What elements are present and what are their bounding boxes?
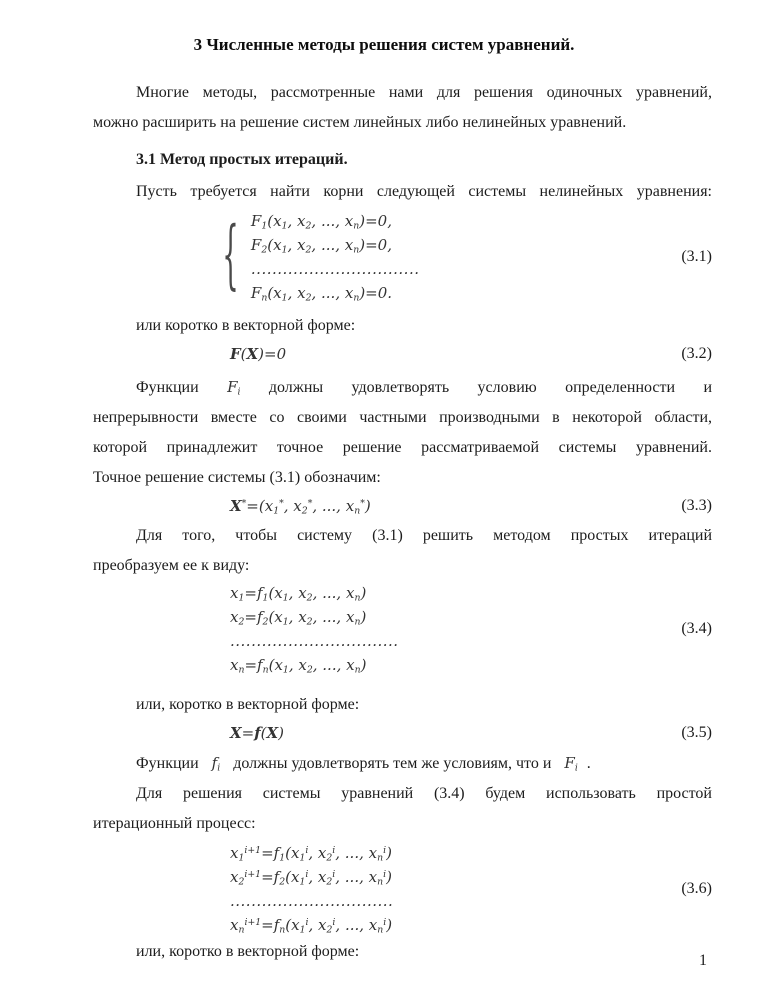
paragraph-6: или, коротко в векторной форме: (136, 696, 360, 713)
equation-line: $F_1(x_1$, $x_2$, ..., $x_n)=0$, (250, 212, 392, 232)
equation-line: $x_1=f_1(x_1$, $x_2$, ..., $x_n$) (230, 584, 367, 604)
equation-block-3-2 (93, 341, 712, 367)
equation-block-3-4 (93, 581, 712, 677)
system-brace: { (222, 213, 239, 299)
equation-line: $F_2(x_1$, $x_2$, ..., $x_n)=0$, (250, 236, 392, 256)
equation-line: $F_n(x_1$, $x_2$, ..., $x_n)=0$. (250, 284, 393, 304)
equation-line: $x_n^{i+1}=f_n(x_1^i$, $x_2^i$, ..., $x_n^i$) (230, 916, 393, 936)
equation-dots-line: ................................ (250, 260, 420, 278)
equation-block-3-1 (93, 209, 712, 305)
equation-lines (230, 841, 393, 937)
equation-dots-line: ............................... (230, 892, 394, 910)
paragraph-4-line-1 (93, 372, 712, 403)
equation-system-3-4 (230, 581, 399, 677)
equation-number-3-4: (3.4) (681, 620, 712, 637)
paragraph-1-line-1: Многие методы, рассмотренные нами для решения одиночных уравнений, (136, 84, 712, 101)
equation-dots-line: ................................ (230, 632, 399, 650)
paragraph-9: или, коротко в векторной форме: (136, 943, 360, 960)
equation-line: $x_1^{i+1}=f_1(x_1^i$, $x_2^i$, ..., $x_n^i$) (230, 844, 392, 864)
inline-math-Fi: $F_i$ (227, 378, 241, 398)
equation-lines (230, 581, 399, 677)
equation-expression: $X^*=(x_1^*$, $x_2^*$, ..., $x_n^*$) (230, 497, 371, 517)
equation-block-3-3 (93, 493, 712, 519)
paragraph-4-text-post: должны удовлетворять условию определенности и (268, 379, 713, 396)
paragraph-5-line-2: преобразуем ее к виду: (93, 557, 250, 574)
equation-number-3-5: (3.5) (681, 724, 712, 741)
equation-lines (251, 209, 420, 305)
paragraph-3: или коротко в векторной форме: (136, 317, 356, 334)
equation-number-3-3: (3.3) (681, 497, 712, 514)
paragraph-7-period: . (586, 755, 591, 772)
equation-3-3 (230, 493, 371, 519)
section-heading-3-1: 3.1 Метод простых итераций. (136, 151, 348, 168)
equation-block-3-6 (93, 841, 712, 937)
paragraph-5-line-1: Для того, чтобы систему (3.1) решить методом простых итераций (136, 527, 712, 544)
equation-3-2 (230, 341, 286, 367)
paragraph-4-text-pre: Функции (136, 379, 199, 396)
equation-block-3-5 (93, 720, 712, 746)
page-number: 1 (699, 952, 707, 969)
equation-system-3-1 (219, 209, 419, 305)
paragraph-7-text-mid: должны удовлетворять тем же условиям, что и (233, 755, 552, 772)
paragraph-4-line-3: которой принадлежит точное решение рассматриваемой системы уравнений. (93, 439, 712, 456)
equation-number-3-6: (3.6) (681, 880, 712, 897)
paragraph-2: Пусть требуется найти корни следующей системы нелинейных уравнения: (136, 183, 712, 200)
page-title: 3 Численные методы решения систем уравнений. (193, 35, 575, 54)
paragraph-1-line-2: можно расширить на решение систем линейных либо нелинейных уравнений. (93, 114, 627, 131)
paragraph-8-line-2: итерационный процесс: (93, 815, 256, 832)
paragraph-7 (93, 748, 712, 779)
equation-number-3-2: (3.2) (681, 345, 712, 362)
equation-expression: X=f(X) (230, 724, 285, 742)
inline-math-Fi: $F_i$ (564, 754, 578, 774)
equation-system-3-6 (230, 841, 393, 937)
equation-line: $x_2^{i+1}=f_2(x_1^i$, $x_2^i$, ..., $x_n^i$) (230, 868, 392, 888)
equation-3-5 (230, 720, 284, 746)
paragraph-8-line-1: Для решения системы уравнений (3.4) будем использовать простой (136, 785, 712, 802)
equation-number-3-1: (3.1) (681, 248, 712, 265)
equation-line: $x_n=f_n(x_1$, $x_2$, ..., $x_n$) (230, 656, 367, 676)
equation-line: $x_2=f_2(x_1$, $x_2$, ..., $x_n$) (230, 608, 367, 628)
inline-math-fi: $f_i$ (211, 754, 221, 774)
equation-expression: F(X)=0 (230, 345, 287, 363)
paragraph-7-text-pre: Функции (136, 755, 199, 772)
paragraph-4-line-4: Точное решение системы (3.1) обозначим: (93, 469, 381, 486)
paragraph-4-line-2: непрерывности вместе со своими частными производными в некоторой области, (93, 409, 712, 426)
